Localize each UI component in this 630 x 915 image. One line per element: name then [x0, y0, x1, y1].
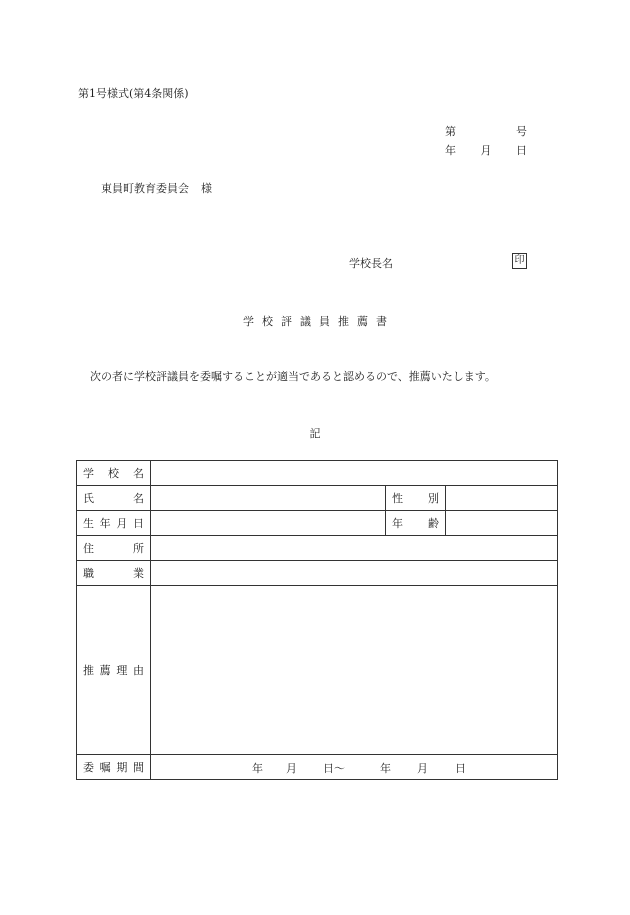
label-age: 年 齢 — [386, 511, 446, 536]
label-reason: 推 薦 理 由 — [77, 586, 151, 755]
row-school-name — [77, 461, 558, 486]
term-from-year: 年 — [252, 762, 263, 775]
field-occupation[interactable] — [151, 561, 558, 586]
ki-heading: 記 — [309, 427, 321, 440]
term-to-year: 年 — [380, 762, 391, 775]
label-name: 氏 名 — [77, 486, 151, 511]
term-from-day: 日〜 — [323, 762, 345, 775]
label-gender: 性 別 — [386, 486, 446, 511]
row-address — [77, 536, 558, 561]
row-term — [77, 755, 558, 780]
field-term[interactable] — [151, 755, 558, 780]
field-age[interactable] — [446, 511, 558, 536]
label-birthdate: 生 年 月 日 — [77, 511, 151, 536]
row-occupation — [77, 561, 558, 586]
date-year: 年 — [445, 144, 456, 157]
document-title: 学校評議員推薦書 — [243, 315, 395, 328]
document-date-row — [445, 142, 527, 158]
addressee-honorific: 様 — [201, 182, 212, 195]
row-birthdate — [77, 511, 558, 536]
seal-mark: 印 — [512, 253, 527, 269]
number-suffix: 号 — [516, 125, 527, 138]
field-school-name[interactable] — [151, 461, 558, 486]
date-day: 日 — [516, 144, 527, 157]
field-gender[interactable] — [446, 486, 558, 511]
row-name — [77, 486, 558, 511]
addressee-name: 東員町教育委員会 — [101, 182, 189, 195]
term-to-month: 月 — [417, 762, 428, 775]
addressee — [101, 180, 212, 196]
label-address: 住 所 — [77, 536, 151, 561]
label-term: 委 嘱 期 間 — [77, 755, 151, 780]
principal-name-label: 学校長名 — [349, 257, 393, 270]
recommendation-statement: 次の者に学校評議員を委嘱することが適当であると認めるので、推薦いたします。 — [90, 370, 496, 383]
form-number-label: 第1号様式(第4条関係) — [78, 87, 189, 100]
document-number-row — [445, 123, 527, 139]
field-address[interactable] — [151, 536, 558, 561]
number-prefix: 第 — [445, 125, 456, 138]
recommendation-form-table — [76, 460, 558, 780]
term-from-month: 月 — [286, 762, 297, 775]
field-name[interactable] — [151, 486, 386, 511]
label-school-name: 学 校 名 — [77, 461, 151, 486]
row-reason — [77, 586, 558, 755]
date-month: 月 — [480, 144, 492, 157]
field-birthdate[interactable] — [151, 511, 386, 536]
label-occupation: 職 業 — [77, 561, 151, 586]
field-reason[interactable] — [151, 586, 558, 755]
term-to-day: 日 — [455, 762, 466, 775]
